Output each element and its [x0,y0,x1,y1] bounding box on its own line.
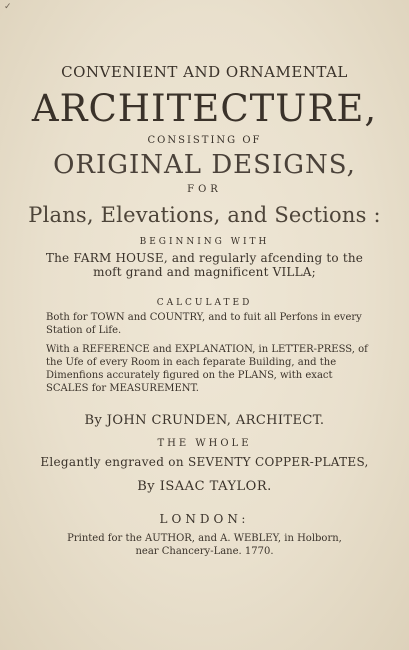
text-reference: With a REFERENCE and EXPLANATION, in LETTER-PRESS, of the Ufe of every Room in each feparate Building, and the Dimenfions accurately figured on the PLANS, with exact SCALES for MEASUREMENT. [46,344,368,394]
heading-plans: Plans, Elevations, and Sections : [28,203,381,227]
text-farm-house: The FARM HOUSE, and regularly afcending to the moft grand and magnificent VILLA; [45,251,364,279]
heading-original-designs: ORIGINAL DESIGNS, [53,150,356,180]
heading-for: FOR [187,184,222,195]
heading-consisting: CONSISTING OF [147,135,262,146]
heading-architecture: ARCHITECTURE, [31,87,378,130]
engraver-line: By ISAAC TAYLOR. [137,479,272,494]
text-engraved: Elegantly engraved on SEVENTY COPPER-PLATES, [40,455,369,469]
text-town-country: Both for TOWN and COUNTRY, and to fuit all Perfons in every Station of Life. [46,312,362,336]
heading-beginning: BEGINNING WITH [139,237,270,247]
heading-the-whole: THE WHOLE [157,438,252,449]
author-line: By JOHN CRUNDEN, ARCHITECT. [84,413,325,428]
imprint-london: LONDON: [159,512,250,526]
pencil-check-mark: ✓ [4,2,12,12]
imprint-printed: Printed for the AUTHOR, and A. WEBLEY, in Holborn, near Chancery-Lane. 1770. [67,533,342,557]
heading-calculated: CALCULATED [156,298,253,308]
heading-convenient: CONVENIENT AND ORNAMENTAL [61,63,348,81]
